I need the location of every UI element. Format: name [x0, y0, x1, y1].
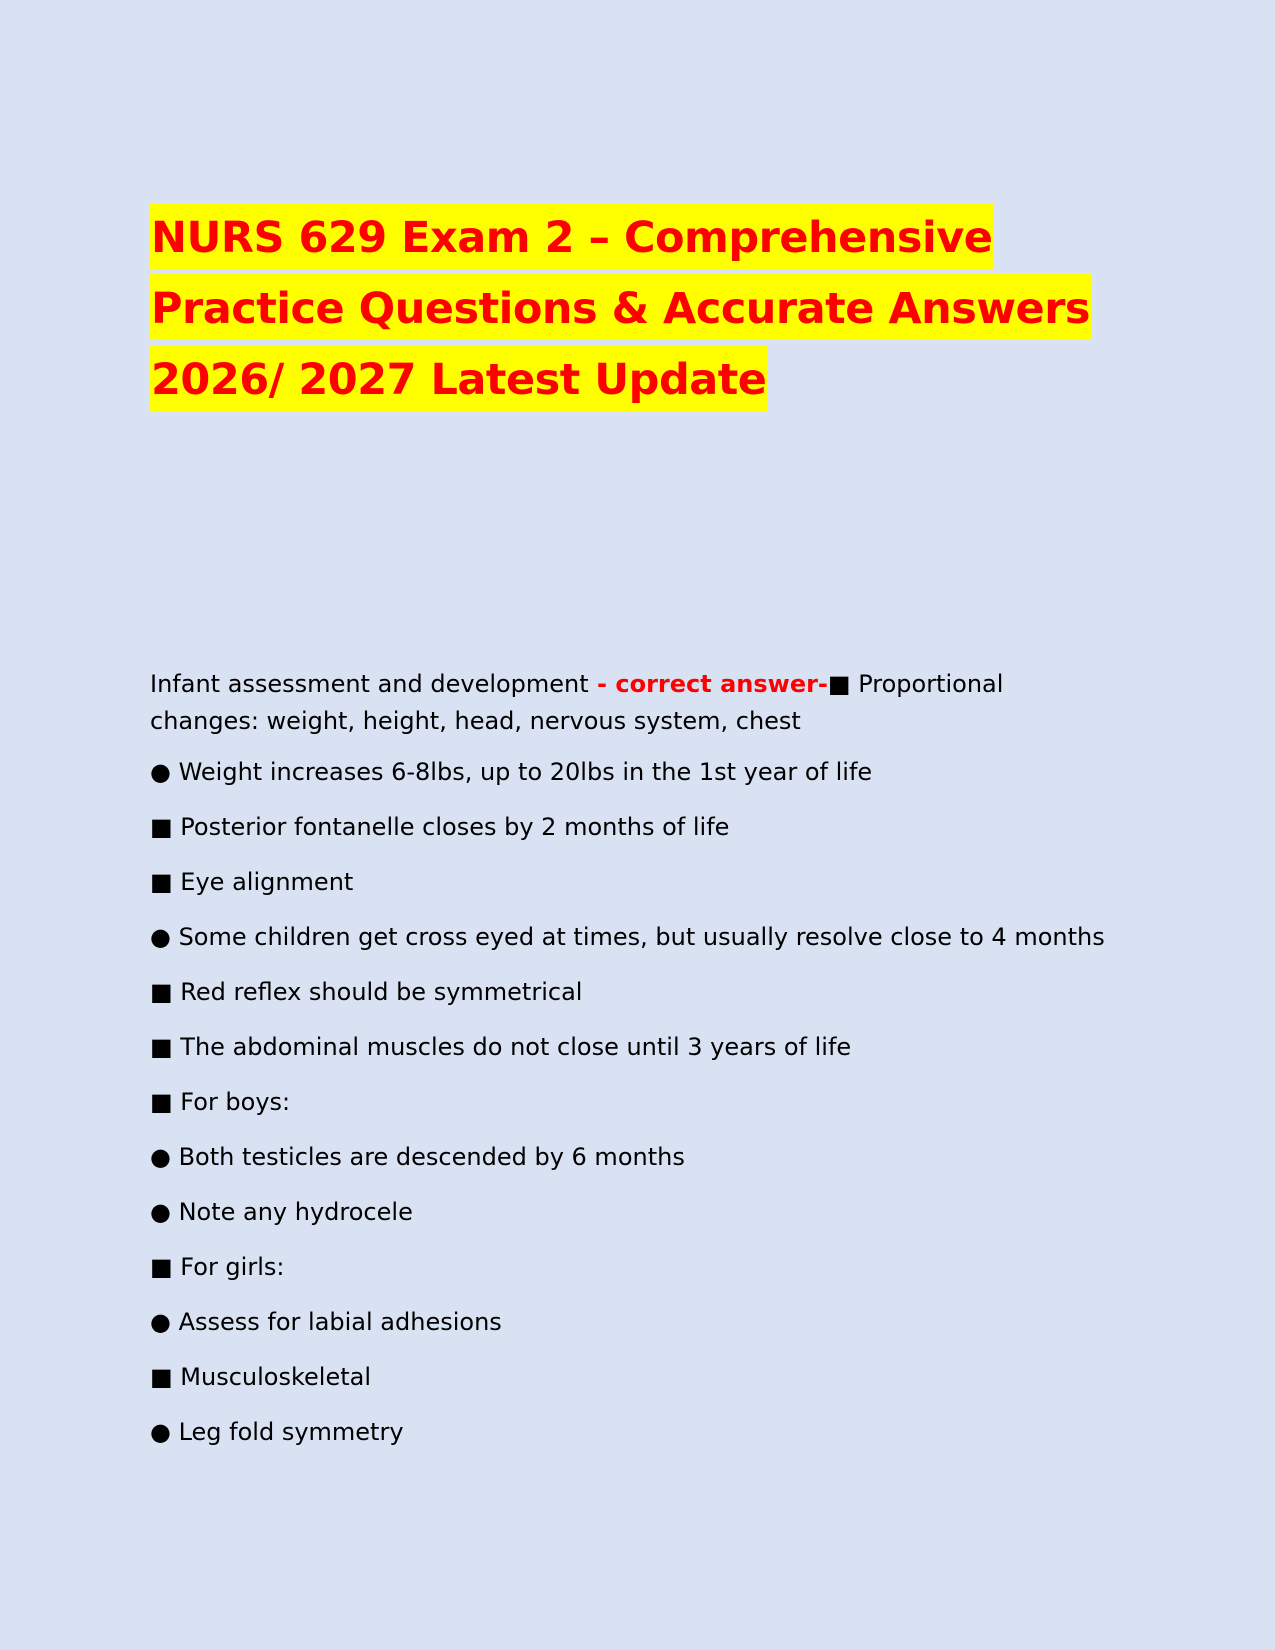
list-item: ● Assess for labial adhesions — [150, 1308, 502, 1336]
list-item: ■ For girls: — [150, 1253, 285, 1281]
list-item: ■ Posterior fontanelle closes by 2 months of life — [150, 813, 730, 841]
list-item: ■ Eye alignment — [150, 868, 354, 896]
list-item: ■ The abdominal muscles do not close until 3 years of life — [150, 1033, 852, 1061]
question-answer-block — [150, 666, 1105, 1472]
correct-answer-marker: - correct answer- — [588, 670, 828, 698]
answer-intro: ■ Proportional changes: weight, height, head, nervous system, chest — [150, 670, 1004, 735]
list-item: ● Some children get cross eyed at times, but usually resolve close to 4 months — [150, 923, 1105, 951]
title-line-1: NURS 629 Exam 2 – Comprehensive — [150, 203, 994, 269]
title-line-3: 2026/ 2027 Latest Update — [150, 345, 768, 411]
list-item: ● Leg fold symmetry — [150, 1418, 404, 1446]
question-prompt: Infant assessment and development — [150, 670, 589, 698]
list-item: ● Weight increases 6-8lbs, up to 20lbs in the 1st year of life — [150, 758, 873, 786]
list-item: ■ For boys: — [150, 1088, 291, 1116]
list-item: ● Note any hydrocele — [150, 1198, 413, 1226]
document-title — [150, 203, 1090, 416]
list-item: ● Both testicles are descended by 6 months — [150, 1143, 685, 1171]
question-paragraph — [150, 666, 1100, 740]
list-item: ■ Red reflex should be symmetrical — [150, 978, 583, 1006]
list-item: ■ Musculoskeletal — [150, 1363, 372, 1391]
title-line-2: Practice Questions & Accurate Answers — [150, 274, 1092, 340]
